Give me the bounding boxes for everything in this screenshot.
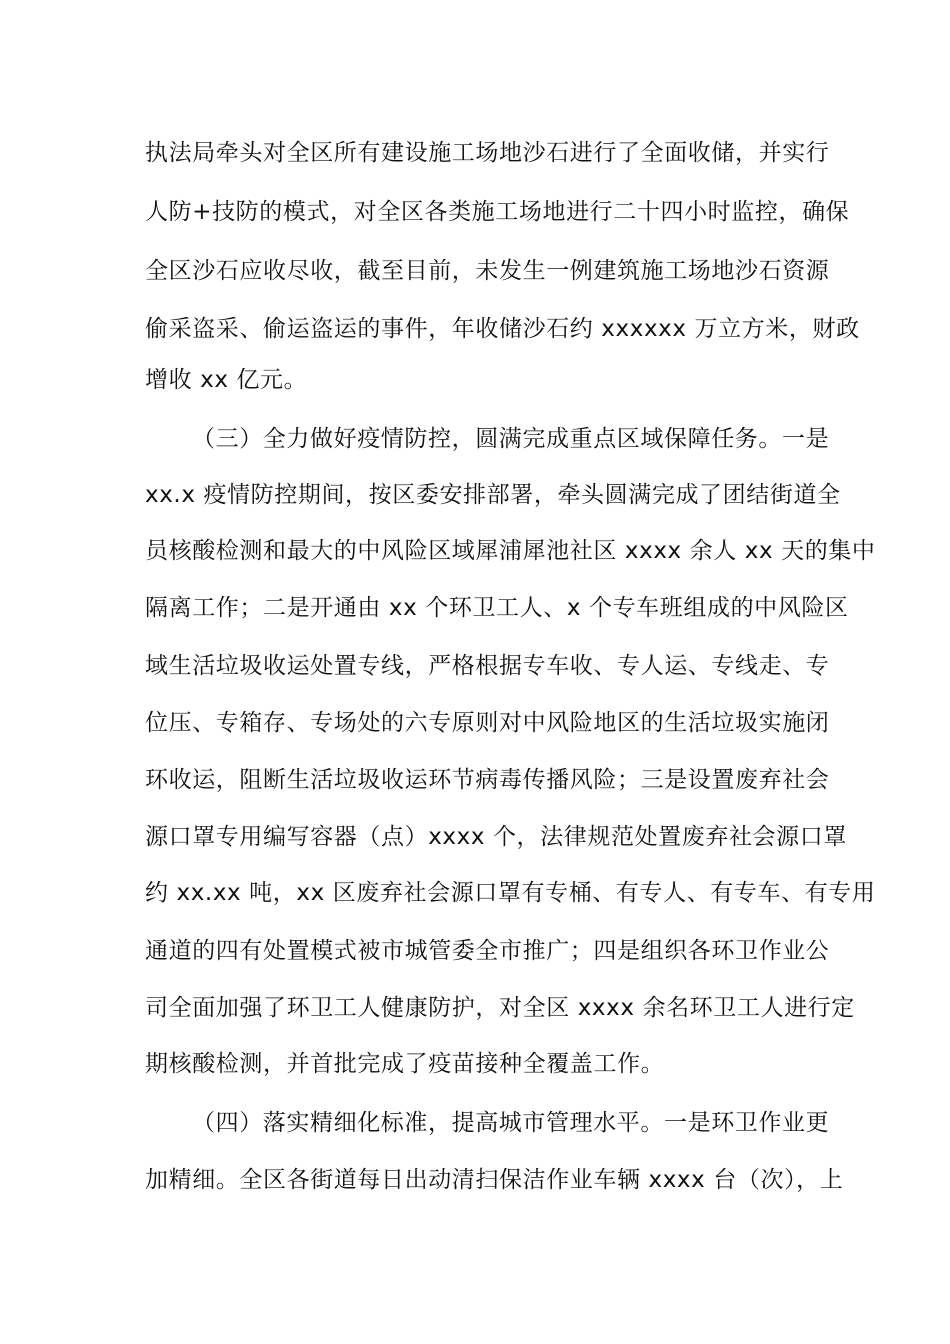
section-heading-4: （四）落实精细化标准，提高城市管理水平。一是环卫作业更 <box>192 1110 830 1136</box>
text-line-19: 加精细。全区各街道每日出动清扫保洁作业车辆 xxxx 台（次），上 <box>145 1167 844 1193</box>
text-line-17: 期核酸检测，并首批完成了疫苗接种全覆盖工作。 <box>145 1051 665 1077</box>
text-line-1: 执法局牵头对全区所有建设施工场地沙石进行了全面收储，并实行 <box>145 140 830 166</box>
text-line-7: xx.x 疫情防控期间，按区委安排部署，牵头圆满完成了团结街道全 <box>145 482 841 508</box>
text-line-8: 员核酸检测和最大的中风险区域犀浦犀池社区 xxxx 余人 xx 天的集中 <box>145 538 876 564</box>
text-line-5: 增收 xx 亿元。 <box>145 367 308 393</box>
text-line-16: 司全面加强了环卫工人健康防护，对全区 xxxx 余名环卫工人进行定 <box>145 995 855 1021</box>
text-line-10: 域生活垃圾收运处置专线，严格根据专车收、专人运、专线走、专 <box>145 653 830 679</box>
text-line-12: 环收运，阻断生活垃圾收运环节病毒传播风险；三是设置废弃社会 <box>145 767 830 793</box>
text-line-13: 源口罩专用编写容器（点）xxxx 个，法律规范处置废弃社会源口罩 <box>145 824 847 850</box>
text-line-15: 通道的四有处置模式被市城管委全市推广；四是组织各环卫作业公 <box>145 938 830 964</box>
text-line-4: 偷采盗采、偷运盗运的事件，年收储沙石约 xxxxxx 万立方米，财政 <box>145 316 860 342</box>
text-line-2: 人防+技防的模式，对全区各类施工场地进行二十四小时监控，确保 <box>145 199 850 225</box>
text-line-3: 全区沙石应收尽收，截至目前，未发生一例建筑施工场地沙石资源 <box>145 258 830 284</box>
text-line-14: 约 xx.xx 吨，xx 区废弃社会源口罩有专桶、有专人、有专车、有专用 <box>145 880 876 906</box>
section-heading-3: （三）全力做好疫情防控，圆满完成重点区域保障任务。一是 <box>192 426 830 452</box>
text-line-9: 隔离工作；二是开通由 xx 个环卫工人、x 个专车班组成的中风险区 <box>145 595 849 621</box>
text-line-11: 位压、专箱存、专场处的六专原则对中风险地区的生活垃圾实施闭 <box>145 710 830 736</box>
